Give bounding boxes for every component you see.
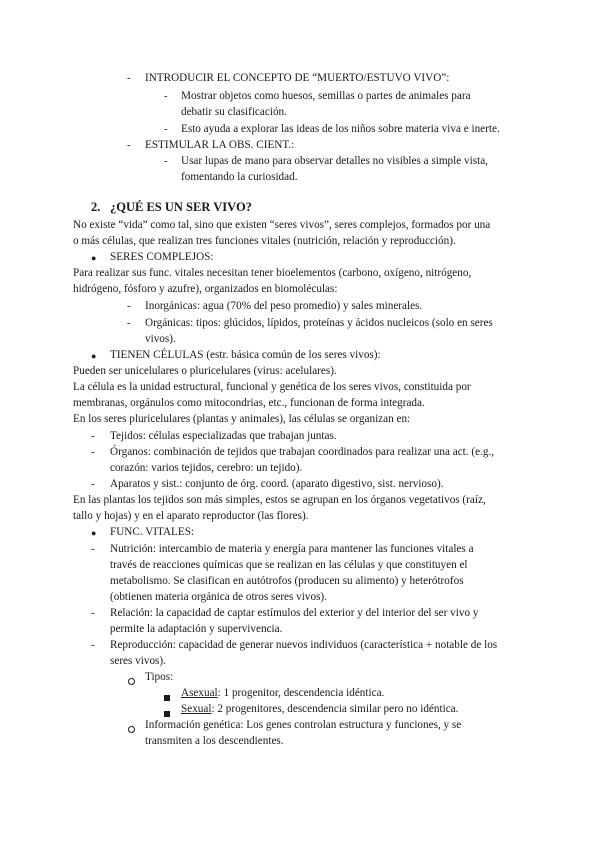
list-item-text: Relación: la capacidad de captar estímulos del exterior y del interior del ser vivo y [110, 607, 479, 619]
list-item-text: (obtienen materia orgánica de otros seres vivos). [110, 591, 327, 603]
dash-bullet: - [91, 478, 95, 490]
list-item-text [181, 685, 384, 701]
paragraph-line: o más células, que realizan tres funciones vitales (nutrición, relación y reproducción). [73, 235, 456, 247]
list-item-text: Mostrar objetos como huesos, semillas o partes de animales para [181, 90, 471, 102]
list-item-text: permite la adaptación y supervivencia. [110, 623, 283, 635]
circle-bullet-icon [128, 722, 135, 738]
list-item-text: Usar lupas de mano para observar detalles no visibles a simple vista, [181, 155, 488, 167]
bullet-icon: ● [91, 528, 97, 538]
dash-bullet: - [91, 543, 95, 555]
term-description: : 1 progenitor, descendencia idéntica. [217, 687, 385, 699]
list-item-text: Reproducción: capacidad de generar nuevos individuos (característica + notable de los [110, 639, 498, 651]
list-item-text: Tejidos: células especializadas que trabajan juntas. [110, 430, 337, 442]
paragraph-line: membranas, orgánulos como mitocondrias, etc., funcionan de forma integrada. [73, 397, 425, 409]
list-item-text: través de reacciones químicas que se realizan en las células y que constituyen el [110, 559, 468, 571]
dash-bullet: - [164, 123, 168, 135]
dash-bullet: - [127, 72, 131, 84]
subsection-title: TIENEN CÉLULAS (estr. básica común de los seres vivos): [110, 349, 381, 361]
list-item-text: seres vivos). [110, 655, 166, 667]
term-label: Asexual [181, 687, 218, 699]
paragraph-line: No existe “vida” como tal, sino que existen “seres vivos”, seres complejos, formados por una [73, 219, 491, 231]
list-item-text [181, 701, 458, 717]
list-item-text: Esto ayuda a explorar las ideas de los niños sobre materia viva e inerte. [181, 123, 500, 135]
dash-bullet: - [91, 607, 95, 619]
list-item-text: Órganos: combinación de tejidos que trabajan coordinados para realizar una act. (e.g., [110, 446, 495, 458]
paragraph-line: La célula es la unidad estructural, funcional y genética de los seres vivos, constituida por [73, 381, 471, 393]
list-item-text: vivos). [145, 333, 176, 345]
paragraph-line: hidrógeno, fósforo y azufre), organizados en biomoléculas: [73, 283, 338, 295]
term-label: Sexual [181, 703, 212, 715]
dash-bullet: - [91, 639, 95, 651]
dash-bullet: - [127, 317, 131, 329]
term-description: : 2 progenitores, descendencia similar pero no idéntica. [211, 703, 459, 715]
circle-bullet-icon [128, 674, 135, 690]
subsection-title: SERES COMPLEJOS: [110, 251, 214, 263]
list-item-text: Tipos: [145, 671, 174, 683]
bullet-icon: ● [91, 351, 97, 361]
list-item-text: Información genética: Los genes controlan estructura y funciones, y se [145, 719, 462, 731]
section-title: ESTIMULAR LA OBS. CIENT.: [145, 139, 295, 151]
list-item-text: corazón: varios tejidos, cerebro: un tejido). [110, 462, 303, 474]
paragraph-line: En los seres pluricelulares (plantas y animales), las células se organizan en: [73, 413, 411, 425]
paragraph-line: Para realizar sus func. vitales necesitan tener bioelementos (carbono, oxígeno, nitrógeno, [73, 267, 472, 279]
paragraph-line: En las plantas los tejidos son más simples, estos se agrupan en los órganos vegetativos (raíz, [73, 494, 486, 506]
heading-number: 2. [91, 200, 101, 214]
page-heading: ¿QUÉ ES UN SER VIVO? [110, 200, 252, 214]
dash-bullet: - [164, 155, 168, 167]
dash-bullet: - [164, 90, 168, 102]
list-item-text: fomentando la curiosidad. [181, 171, 298, 183]
dash-bullet: - [91, 446, 95, 458]
dash-bullet: - [91, 430, 95, 442]
paragraph-line: Pueden ser unicelulares o pluricelulares (virus: acelulares). [73, 365, 337, 377]
list-item-text: Aparatos y sist.: conjunto de órg. coord. (aparato digestivo, sist. nervioso). [110, 478, 444, 490]
list-item-text: Nutrición: intercambio de materia y energía para mantener las funciones vitales a [110, 543, 474, 555]
subsection-title: FUNC. VITALES: [110, 526, 195, 538]
dash-bullet: - [127, 139, 131, 151]
paragraph-line: tallo y hojas) y en el aparato reproductor (las flores). [73, 510, 309, 522]
square-bullet-icon [164, 690, 170, 706]
list-item-text: debatir su clasificación. [181, 106, 287, 118]
list-item-text: metabolismo. Se clasifican en autótrofos (producen su alimento) y heterótrofos [110, 575, 464, 587]
dash-bullet: - [127, 300, 131, 312]
list-item-text: Orgánicas: tipos: glúcidos, lípidos, proteínas y ácidos nucleicos (solo en seres [145, 317, 493, 329]
list-item-text: Inorgánicas: agua (70% del peso promedio) y sales minerales. [145, 300, 423, 312]
list-item-text: transmiten a los descendientes. [145, 735, 284, 747]
bullet-icon: ● [91, 253, 97, 263]
section-title: INTRODUCIR EL CONCEPTO DE “MUERTO/ESTUVO VIVO”: [145, 72, 450, 84]
